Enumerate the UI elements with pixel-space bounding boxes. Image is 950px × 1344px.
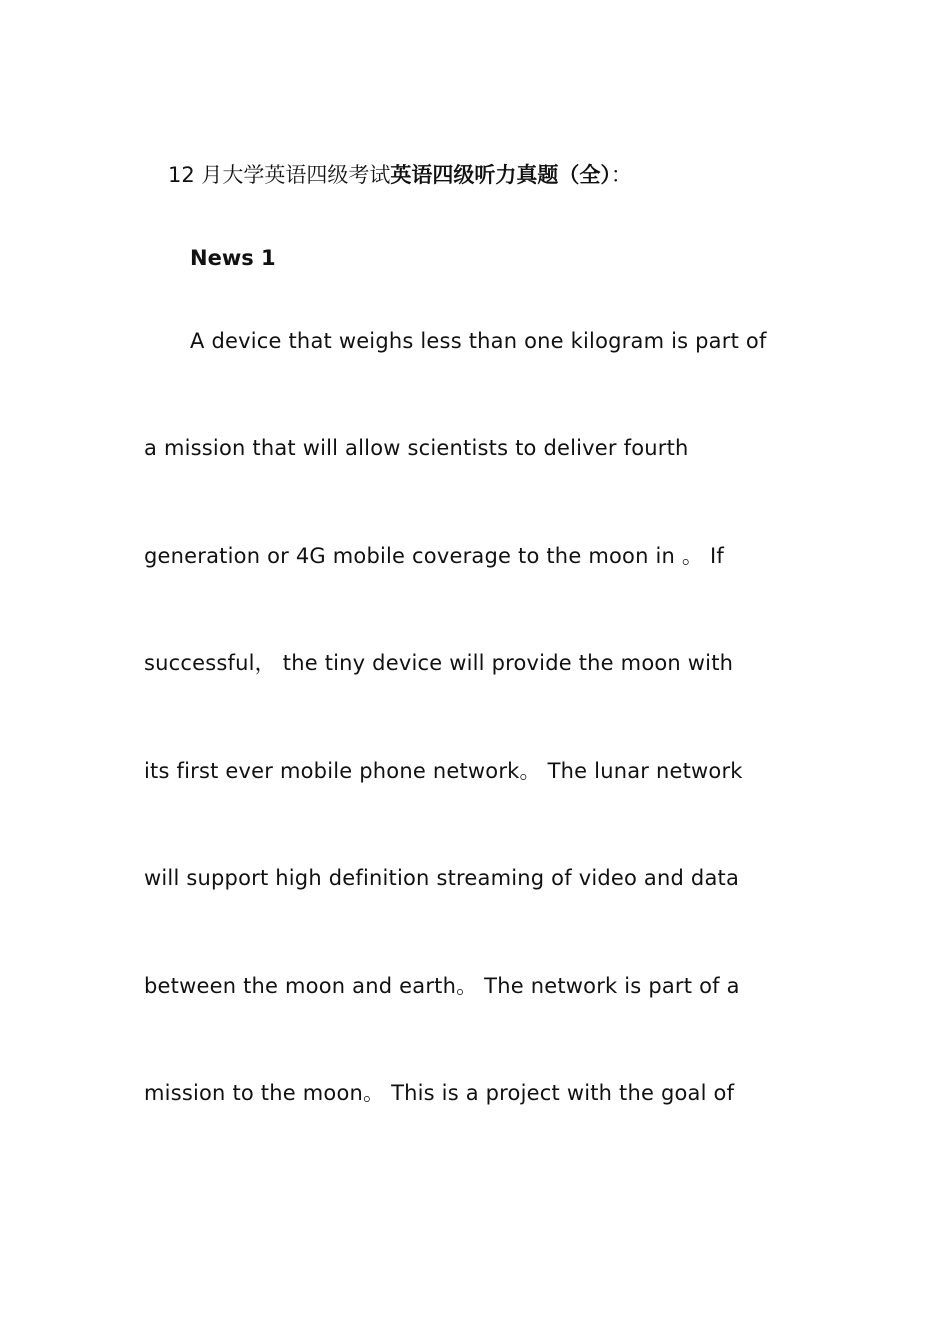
section-heading: News 1 <box>190 246 276 270</box>
body-line-7: between the moon and earth。 The network is part of a <box>144 974 740 998</box>
body-line-6: will support high definition streaming of video and data <box>144 866 740 890</box>
title-bold-text: 英语四级听力真题（全） <box>390 163 611 187</box>
title-suffix: ： <box>610 163 632 187</box>
body-line-3: generation or 4G mobile coverage to the moon in 。 If <box>144 544 724 568</box>
body-line-2: a mission that will allow scientists to deliver fourth <box>144 436 689 460</box>
document-title <box>168 160 632 190</box>
title-plain-text: 12 月大学英语四级考试 <box>168 163 391 187</box>
body-line-8: mission to the moon。 This is a project with the goal of <box>144 1081 735 1105</box>
body-line-1: A device that weighs less than one kilogram is part of <box>190 329 767 353</box>
body-line-5: its first ever mobile phone network。 The lunar network <box>144 759 743 783</box>
body-line-4: successful， the tiny device will provide the moon with <box>144 651 734 675</box>
